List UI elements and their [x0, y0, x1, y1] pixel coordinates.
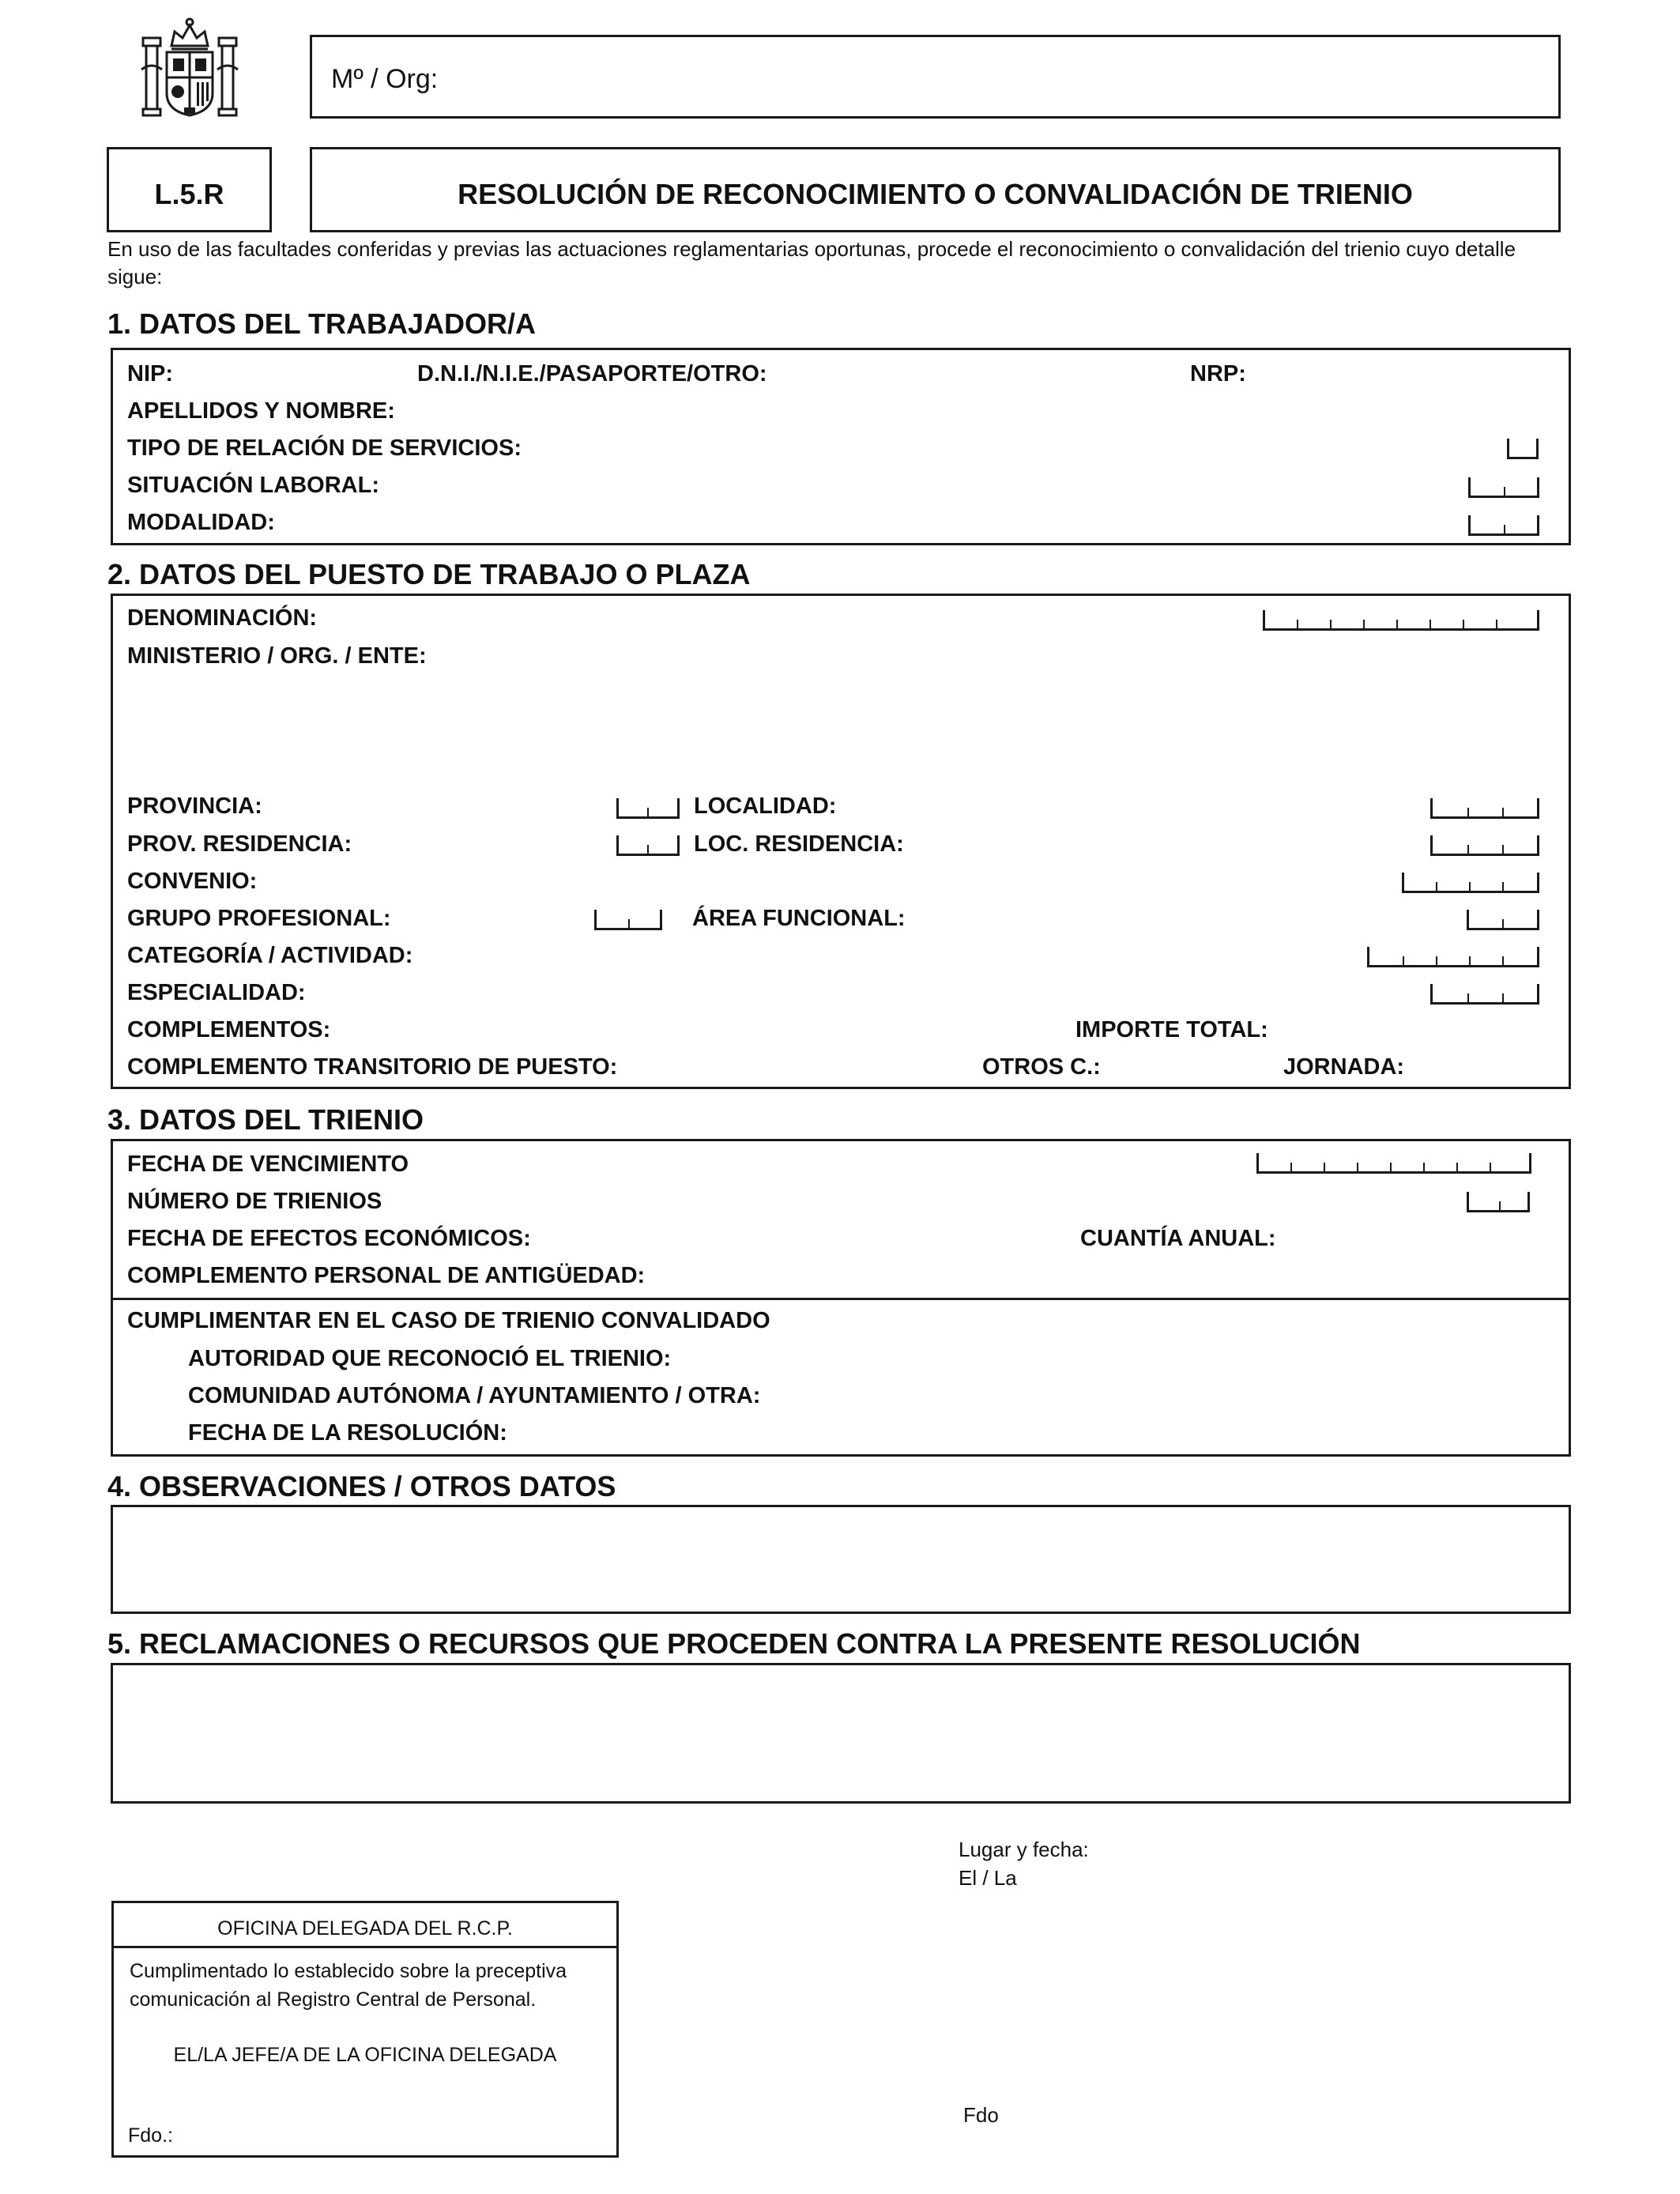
convenio-label: CONVENIO: — [127, 869, 258, 894]
convalidado-label: CUMPLIMENTAR EN EL CASO DE TRIENIO CONVALIDADO — [127, 1308, 770, 1333]
loc-residencia-boxes[interactable] — [1430, 835, 1539, 856]
localidad-boxes[interactable] — [1430, 798, 1539, 819]
complementos-label: COMPLEMENTOS: — [127, 1017, 331, 1042]
categoria-label: CATEGORÍA / ACTIVIDAD: — [127, 943, 413, 968]
especialidad-boxes[interactable] — [1430, 984, 1539, 1005]
tipo-relacion-label: TIPO DE RELACIÓN DE SERVICIOS: — [127, 435, 522, 461]
grupo-profesional-boxes[interactable] — [594, 910, 662, 930]
tipo-relacion-boxes[interactable] — [1507, 439, 1539, 459]
fecha-resolucion-label: FECHA DE LA RESOLUCIÓN: — [188, 1420, 507, 1446]
cuantia-anual-label: CUANTÍA ANUAL: — [1080, 1226, 1276, 1251]
fdo-label: Fdo — [963, 2103, 999, 2127]
office-fdo: Fdo.: — [128, 2124, 173, 2147]
denominacion-label: DENOMINACIÓN: — [127, 605, 318, 631]
prov-residencia-label: PROV. RESIDENCIA: — [127, 831, 352, 857]
intro-text-line2: sigue: — [107, 265, 163, 288]
ministerio-label: MINISTERIO / ORG. / ENTE: — [127, 643, 427, 669]
fecha-vencimiento-label: FECHA DE VENCIMIENTO — [127, 1152, 409, 1177]
otros-c-label: OTROS C.: — [982, 1054, 1101, 1080]
section5-title: 5. RECLAMACIONES O RECURSOS QUE PROCEDEN CONTRA LA PRESENTE RESOLUCIÓN — [107, 1627, 1361, 1660]
comp-antiguedad-label: COMPLEMENTO PERSONAL DE ANTIGÜEDAD: — [127, 1263, 646, 1288]
section4-title: 4. OBSERVACIONES / OTROS DATOS — [107, 1470, 616, 1502]
provincia-boxes[interactable] — [616, 798, 680, 819]
modalidad-label: MODALIDAD: — [127, 510, 275, 535]
el-la-label: El / La — [959, 1866, 1017, 1890]
loc-residencia-label: LOC. RESIDENCIA: — [694, 831, 904, 857]
office-stamp-box — [111, 1901, 619, 2158]
denominacion-boxes[interactable] — [1263, 610, 1539, 631]
office-text-line2: comunicación al Registro Central de Personal. — [130, 1989, 537, 2011]
importe-total-label: IMPORTE TOTAL: — [1075, 1017, 1268, 1042]
office-title: OFICINA DELEGADA DEL R.C.P. — [217, 1917, 513, 1940]
form-code-box — [107, 147, 272, 232]
numero-trienios-label: NÚMERO DE TRIENIOS — [127, 1189, 382, 1214]
section3-title: 3. DATOS DEL TRIENIO — [107, 1103, 424, 1136]
form-title-box — [310, 147, 1561, 232]
nrp-label: NRP: — [1190, 361, 1246, 386]
area-funcional-boxes[interactable] — [1467, 910, 1539, 930]
org-box[interactable] — [310, 35, 1561, 119]
office-text-line1: Cumplimentado lo establecido sobre la preceptiva — [130, 1960, 567, 1982]
categoria-boxes[interactable] — [1367, 947, 1539, 967]
lugar-fecha-label: Lugar y fecha: — [959, 1838, 1089, 1861]
form-title: RESOLUCIÓN DE RECONOCIMIENTO O CONVALIDACIÓN DE TRIENIO — [458, 178, 1413, 210]
prov-residencia-boxes[interactable] — [616, 835, 680, 856]
jornada-label: JORNADA: — [1283, 1054, 1405, 1080]
modalidad-boxes[interactable] — [1468, 515, 1539, 536]
org-label: Mº / Org: — [331, 64, 439, 94]
office-divider — [114, 1946, 616, 1948]
area-funcional-label: ÁREA FUNCIONAL: — [692, 906, 906, 931]
section2-title: 2. DATOS DEL PUESTO DE TRABAJO O PLAZA — [107, 558, 751, 590]
section1-title: 1. DATOS DEL TRABAJADOR/A — [107, 307, 537, 340]
form-code: L.5.R — [154, 178, 224, 210]
comunidad-label: COMUNIDAD AUTÓNOMA / AYUNTAMIENTO / OTRA: — [188, 1383, 761, 1408]
intro-text-line1: En uso de las facultades conferidas y previas las actuaciones reglamentarias oportunas, procede el reconocimiento o convalidación del trienio cuyo detalle — [107, 237, 1516, 261]
comp-transitorio-label: COMPLEMENTO TRANSITORIO DE PUESTO: — [127, 1054, 618, 1080]
nip-label: NIP: — [127, 361, 173, 386]
dni-label: D.N.I./N.I.E./PASAPORTE/OTRO: — [417, 361, 767, 386]
fecha-vencimiento-boxes[interactable] — [1256, 1153, 1531, 1174]
section3-divider — [111, 1298, 1571, 1300]
situacion-boxes[interactable] — [1468, 477, 1539, 498]
provincia-label: PROVINCIA: — [127, 794, 262, 819]
observaciones-box[interactable] — [111, 1505, 1571, 1614]
convenio-boxes[interactable] — [1402, 873, 1539, 893]
apellidos-label: APELLIDOS Y NOMBRE: — [127, 398, 395, 424]
coat-of-arms-logo — [138, 14, 241, 121]
situacion-label: SITUACIÓN LABORAL: — [127, 473, 379, 498]
grupo-profesional-label: GRUPO PROFESIONAL: — [127, 906, 391, 931]
office-chief: EL/LA JEFE/A DE LA OFICINA DELEGADA — [173, 2044, 557, 2066]
reclamaciones-box[interactable] — [111, 1663, 1571, 1804]
fecha-efectos-label: FECHA DE EFECTOS ECONÓMICOS: — [127, 1226, 531, 1251]
autoridad-label: AUTORIDAD QUE RECONOCIÓ EL TRIENIO: — [188, 1346, 672, 1371]
especialidad-label: ESPECIALIDAD: — [127, 980, 306, 1005]
localidad-label: LOCALIDAD: — [694, 794, 837, 819]
numero-trienios-boxes[interactable] — [1467, 1192, 1530, 1212]
